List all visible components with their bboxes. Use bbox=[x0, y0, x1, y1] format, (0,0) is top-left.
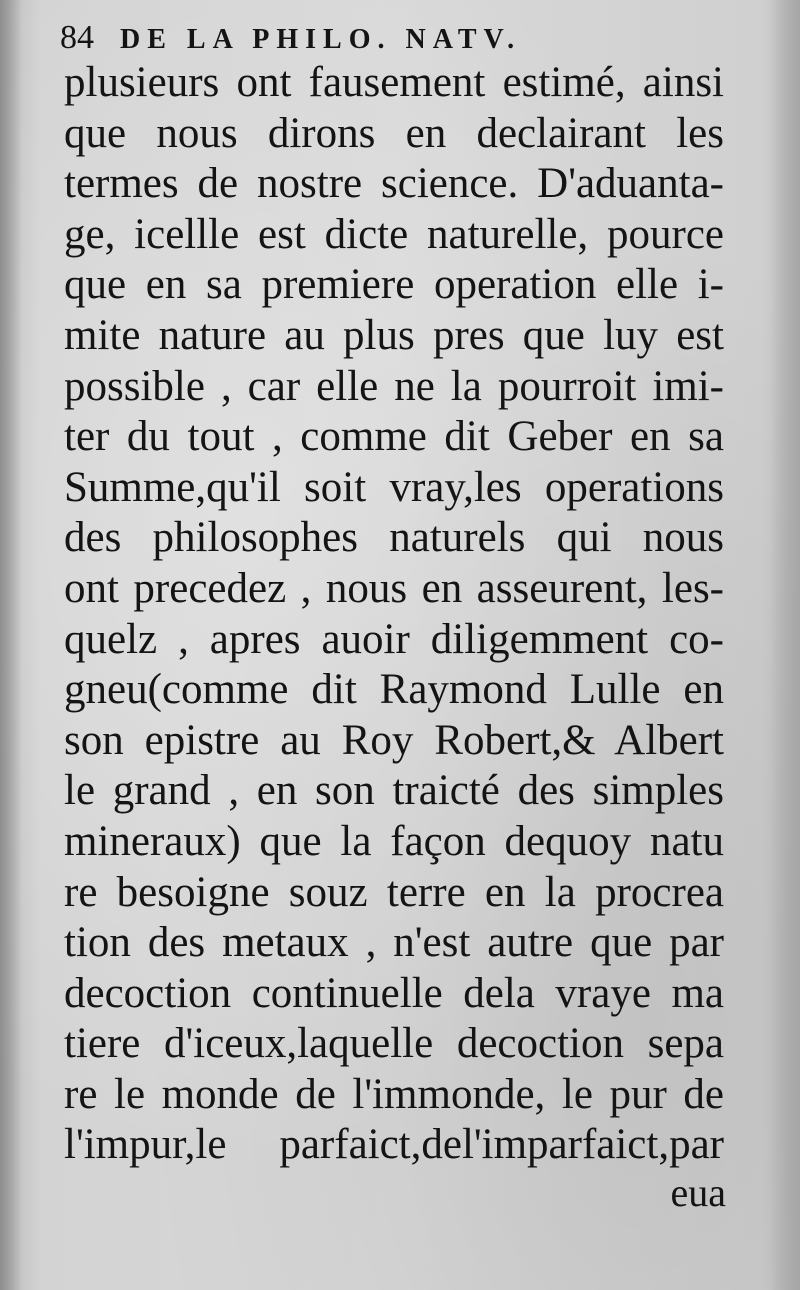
text-line: tion des metaux , n'est autre que par bbox=[64, 919, 724, 967]
text-line: ter du tout , comme dit Geber en sa bbox=[64, 413, 724, 461]
page-gutter-shadow bbox=[0, 0, 22, 1290]
text-line: ont precedez , nous en asseurent, les- bbox=[64, 564, 724, 612]
text-line: que en sa premiere operation elle i- bbox=[64, 261, 724, 309]
text-line: le grand , en son traicté des simples bbox=[64, 767, 724, 815]
page-number: 84 bbox=[60, 19, 94, 56]
text-line: Summe,qu'il soit vray,les operations bbox=[64, 463, 724, 511]
text-line: que nous dirons en declairant les bbox=[64, 109, 724, 157]
text-line: possible , car elle ne la pourroit imi- bbox=[64, 362, 724, 410]
text-line: decoction continuelle dela vraye ma bbox=[64, 969, 724, 1017]
page-header bbox=[60, 14, 521, 62]
text-line: quelz , apres auoir diligemment co- bbox=[64, 615, 724, 663]
text-line: re le monde de l'immonde, le pur de bbox=[64, 1070, 724, 1118]
text-line: plusieurs ont fausement estimé, ainsi bbox=[64, 59, 724, 106]
text-line: gneu(comme dit Raymond Lulle en bbox=[64, 666, 724, 714]
text-line: tiere d'iceux,laquelle decoction sepa bbox=[64, 1020, 724, 1068]
page-edge-shadow bbox=[770, 0, 800, 1290]
catchword: eua bbox=[670, 1170, 726, 1215]
text-line: re besoigne souz terre en la procrea bbox=[64, 868, 724, 916]
body-text bbox=[64, 58, 724, 1171]
text-line: mite nature au plus pres que luy est bbox=[64, 311, 724, 359]
text-line: des philosophes naturels qui nous bbox=[64, 514, 724, 562]
text-line: ge, icellle est dicte naturelle, pource bbox=[64, 210, 724, 258]
running-head: DE LA PHILO. NATV. bbox=[120, 24, 522, 55]
text-line: mineraux) que la façon dequoy natu bbox=[64, 817, 724, 865]
text-line: son epistre au Roy Robert,& Albert bbox=[64, 716, 724, 764]
text-line: termes de nostre science. D'aduanta- bbox=[64, 160, 724, 208]
text-line: l'impur,le parfaict,del'imparfaict,par bbox=[64, 1121, 724, 1169]
